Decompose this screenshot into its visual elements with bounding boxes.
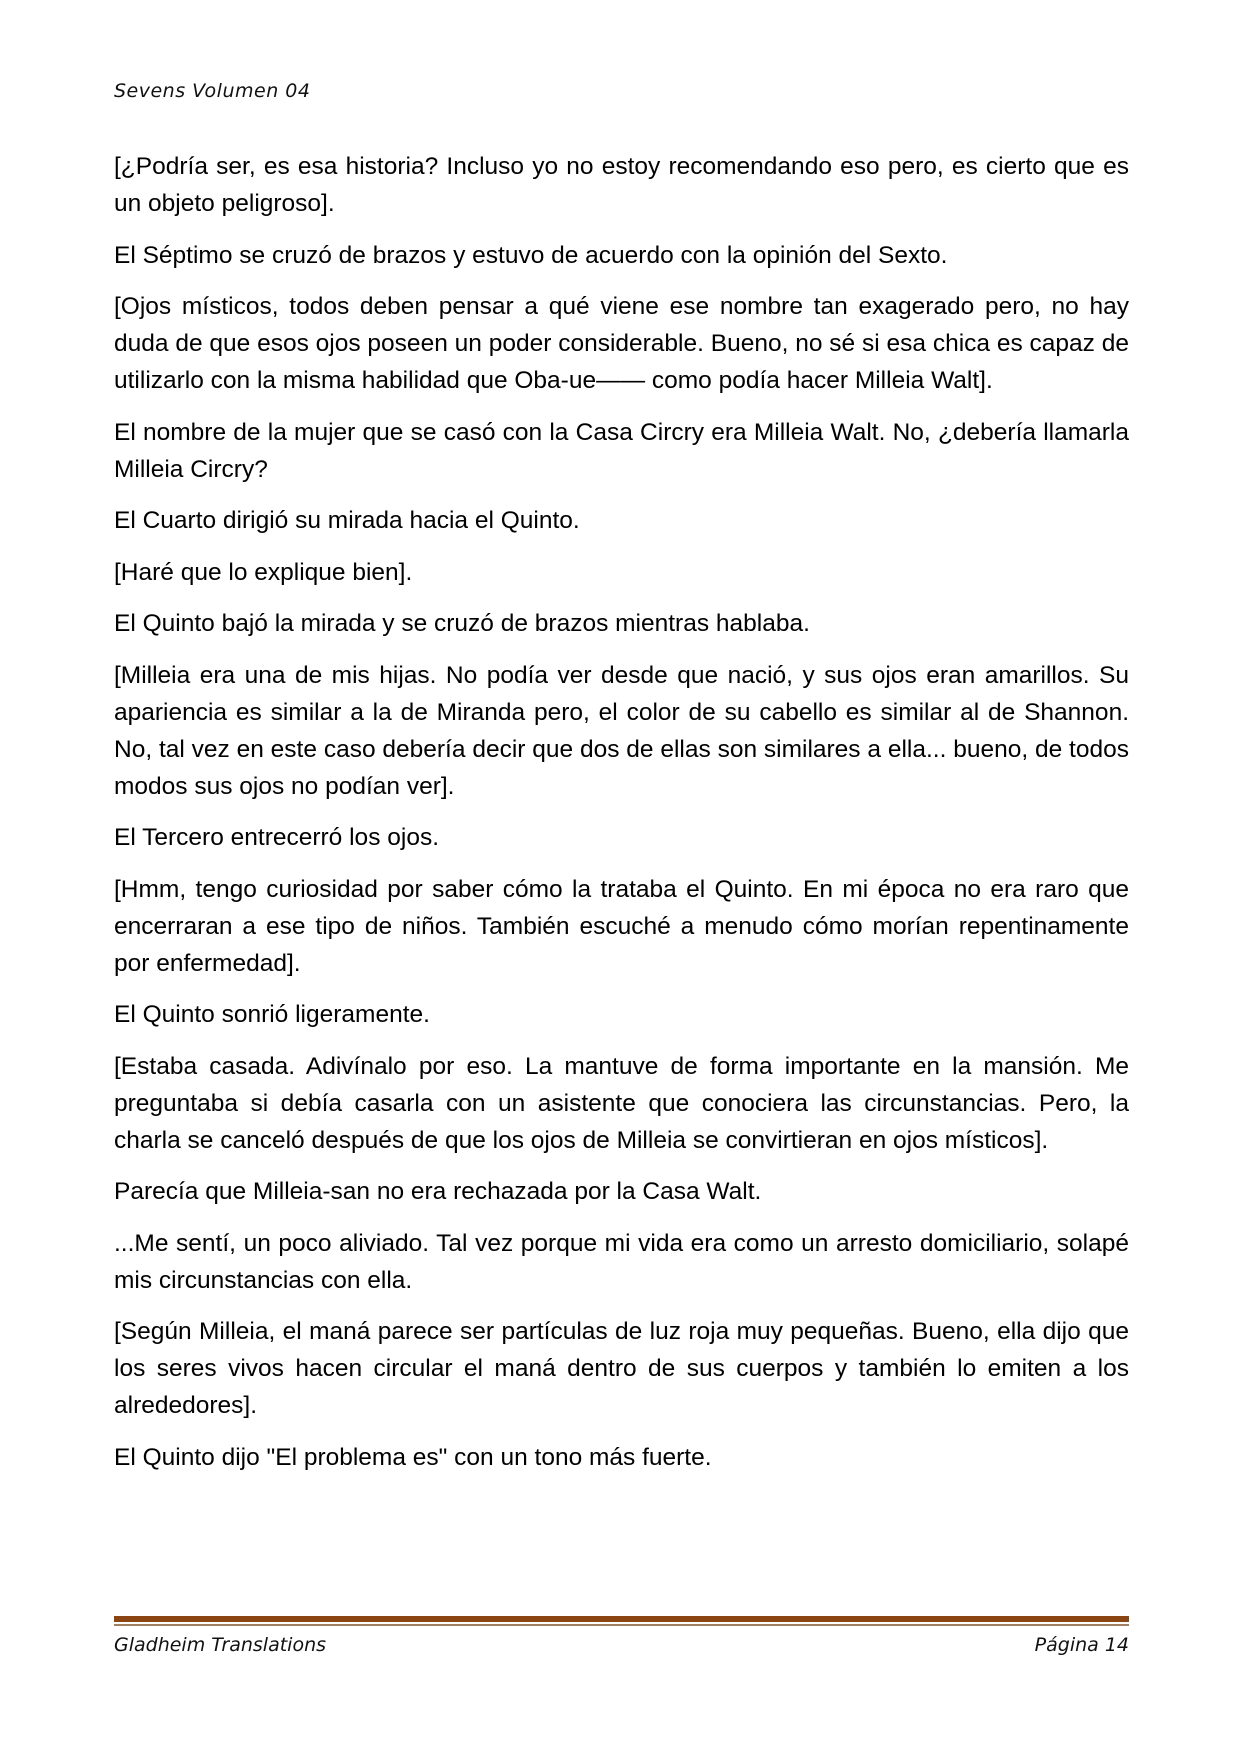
paragraph: El Quinto bajó la mirada y se cruzó de brazos mientras hablaba. [114,610,810,637]
paragraph: [Según Milleia, el maná parece ser partículas de luz roja muy pequeñas. Bueno, ella dijo que los seres vivos hacen circular el maná dentro de sus cuerpos y también lo emiten a los alrededores]. [114,1318,1129,1419]
paragraph: El Quinto dijo "El problema es" con un tono más fuerte. [114,1443,712,1471]
paragraph: El Quinto sonrió ligeramente. [114,1001,430,1028]
paragraph: El Tercero entrecerró los ojos. [114,824,439,851]
paragraph: Parecía que Milleia-san no era rechazada por la Casa Walt. [114,1178,762,1205]
paragraph: [Estaba casada. Adivínalo por eso. La mantuve de forma importante en la mansión. Me preguntaba si debía casarla con un asistente que conociera las circunstancias. Pero, la charla se canceló después de que los ojos de Milleia se convirtieran en ojos místicos]. [114,1052,1129,1154]
paragraph: [Ojos místicos, todos deben pensar a qué viene ese nombre tan exagerado pero, no hay duda de que esos ojos poseen un poder considerable. Bueno, no sé si esa chica es capaz de utilizarlo con la misma habilidad que Oba-ue—— como podía hacer Milleia Walt]. [114,293,1129,394]
paragraph: [Milleia era una de mis hijas. No podía ver desde que nació, y sus ojos eran amarillos. Su apariencia es similar a la de Miranda pero, el color de su cabello es similar al de Shannon. No, tal vez en este caso debería decir que dos de ellas son similares a ella... bueno, de todos modos sus ojos no podían ver]. [114,661,1129,800]
paragraph: El Cuarto dirigió su mirada hacia el Quinto. [114,507,580,534]
paragraph: [Hmm, tengo curiosidad por saber cómo la trataba el Quinto. En mi época no era raro que encerraran a ese tipo de niños. También escuché a menudo cómo morían repentinamente por enfermedad]. [114,875,1129,977]
footer-rule [114,1616,1129,1622]
paragraph: [¿Podría ser, es esa historia? Incluso yo no estoy recomendando eso pero, es cierto que es un objeto peligroso]. [114,153,1129,217]
footer-publisher: Gladheim Translations [114,1634,327,1656]
paragraph: El nombre de la mujer que se casó con la Casa Circry era Milleia Walt. No, ¿debería llamarla Milleia Circry? [114,418,1129,483]
paragraph: El Séptimo se cruzó de brazos y estuvo de acuerdo con la opinión del Sexto. [114,241,948,269]
paragraph: ...Me sentí, un poco aliviado. Tal vez porque mi vida era como un arresto domiciliario, solapé mis circunstancias con ella. [114,1229,1129,1294]
body-text [114,148,1129,1490]
running-header: Sevens Volumen 04 [114,80,311,102]
page-number: Página 14 [1034,1634,1129,1656]
footer-rule-thin [114,1624,1129,1626]
paragraph: [Haré que lo explique bien]. [114,558,413,586]
